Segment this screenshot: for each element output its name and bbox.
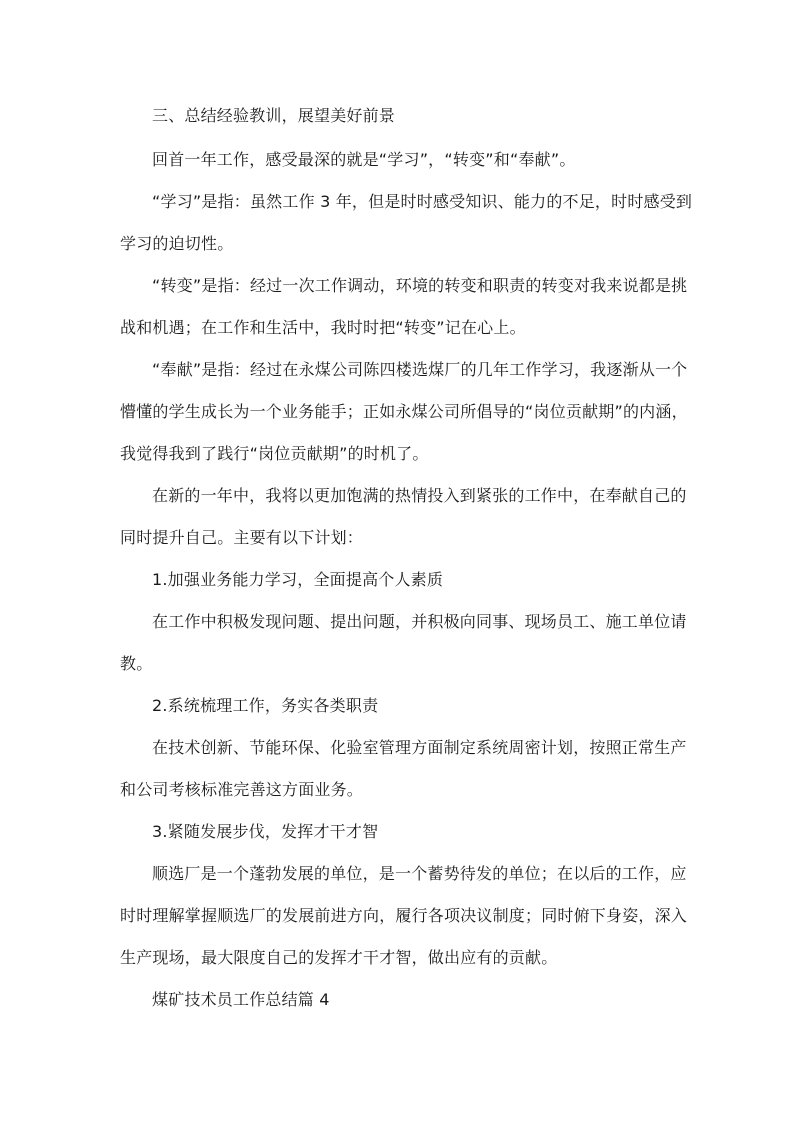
paragraph-line: 时时理解掌握顺选厂的发展前进方向，履行各项决议制度；同时俯下身姿，深入 — [120, 906, 688, 925]
paragraph-line: 顺选厂是一个蓬勃发展的单位，是一个蓄势待发的单位；在以后的工作，应 — [152, 864, 687, 883]
paragraph-line: 在新的一年中，我将以更加饱满的热情投入到紧张的工作中，在奉献自己的 — [152, 486, 687, 505]
paragraph-line: 生产现场，最大限度自己的发挥才干才智，做出应有的贡献。 — [120, 948, 558, 967]
paragraph-line: 我觉得我到了践行“岗位贡献期”的时机了。 — [120, 444, 429, 463]
section-title: 煤矿技术员工作总结篇 4 — [152, 990, 330, 1009]
subheading: 1.加强业务能力学习，全面提高个人素质 — [152, 570, 444, 589]
paragraph-line: 懵懂的学生成长为一个业务能手；正如永煤公司所倡导的“岗位贡献期”的内涵， — [120, 402, 688, 421]
paragraph-line: 学习的迫切性。 — [120, 234, 234, 253]
paragraph-line: 在技术创新、节能环保、化验室管理方面制定系统周密计划，按照正常生产 — [152, 738, 687, 757]
paragraph-line: 和公司考核标准完善这方面业务。 — [120, 780, 364, 799]
paragraph-line: 回首一年工作，感受最深的就是“学习”，“转变”和“奉献”。 — [152, 150, 576, 169]
paragraph-line: 战和机遇；在工作和生活中，我时时把“转变”记在心上。 — [120, 318, 526, 337]
section-heading: 三、总结经验教训，展望美好前景 — [152, 106, 396, 125]
paragraph-line: 教。 — [120, 654, 153, 673]
subheading: 3.紧随发展步伐，发挥才干才智 — [152, 822, 379, 841]
paragraph-line: 同时提升自己。主要有以下计划： — [120, 528, 364, 547]
paragraph-line: 在工作中积极发现问题、提出问题，并积极向同事、现场员工、施工单位请 — [152, 612, 687, 631]
paragraph-line: “学习”是指：虽然工作 3 年，但是时时感受知识、能力的不足，时时感受到 — [152, 192, 693, 211]
paragraph-line: “转变”是指：经过一次工作调动，环境的转变和职责的转变对我来说都是挑 — [152, 276, 688, 295]
subheading: 2.系统梳理工作，务实各类职责 — [152, 696, 379, 715]
paragraph-line: “奉献”是指：经过在永煤公司陈四楼选煤厂的几年工作学习，我逐渐从一个 — [152, 360, 688, 379]
